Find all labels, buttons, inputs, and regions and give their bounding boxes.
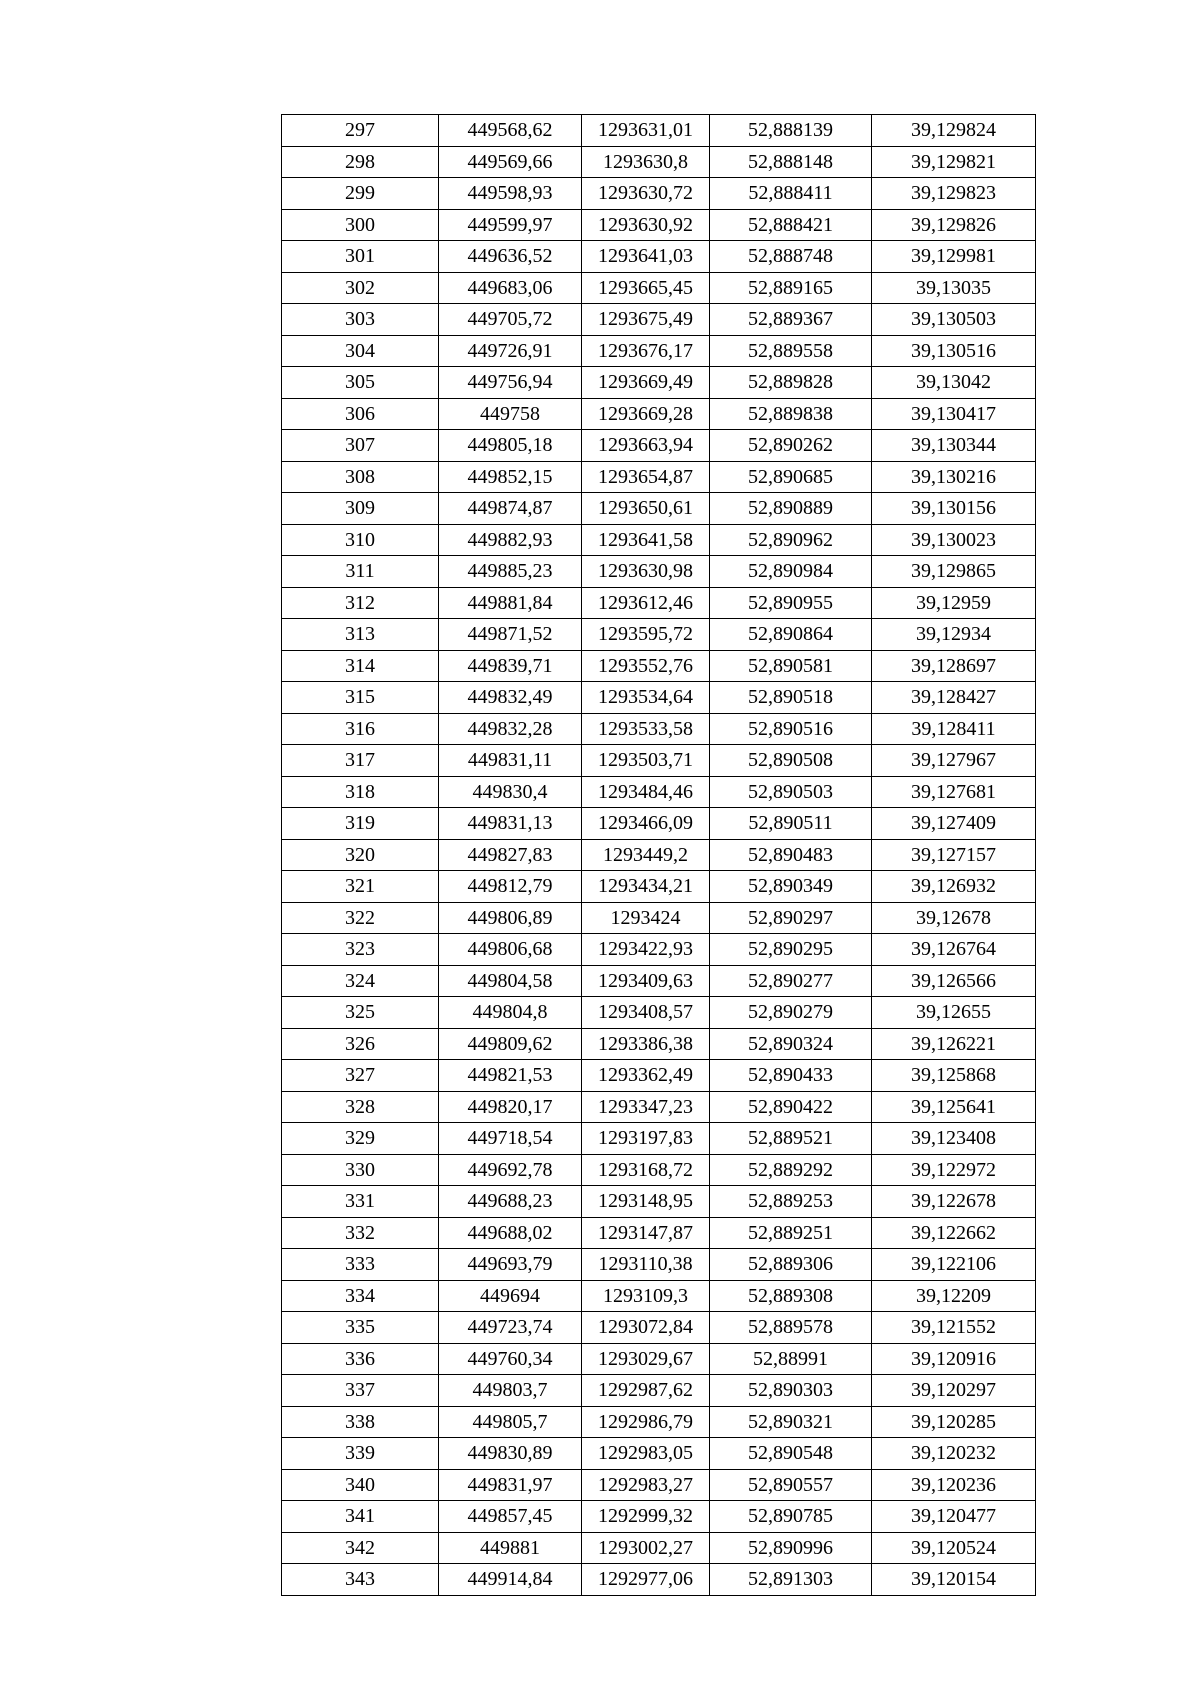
point-number-cell: 297 [282,115,439,147]
coordinates-table-body [282,115,1036,1596]
y-coordinate-cell: 1292983,05 [582,1438,710,1470]
latitude-cell: 52,890262 [710,430,872,462]
x-coordinate-cell: 449756,94 [439,367,582,399]
y-coordinate-cell: 1293434,21 [582,871,710,903]
point-number-cell: 302 [282,272,439,304]
table-row [282,745,1036,777]
x-coordinate-cell: 449803,7 [439,1375,582,1407]
latitude-cell: 52,890581 [710,650,872,682]
longitude-cell: 39,122662 [872,1217,1036,1249]
y-coordinate-cell: 1293663,94 [582,430,710,462]
y-coordinate-cell: 1293630,92 [582,209,710,241]
table-row [282,1249,1036,1281]
point-number-cell: 339 [282,1438,439,1470]
latitude-cell: 52,889367 [710,304,872,336]
latitude-cell: 52,890889 [710,493,872,525]
y-coordinate-cell: 1293675,49 [582,304,710,336]
latitude-cell: 52,891303 [710,1564,872,1596]
y-coordinate-cell: 1293669,49 [582,367,710,399]
longitude-cell: 39,130516 [872,335,1036,367]
y-coordinate-cell: 1292986,79 [582,1406,710,1438]
latitude-cell: 52,890518 [710,682,872,714]
point-number-cell: 326 [282,1028,439,1060]
latitude-cell: 52,890864 [710,619,872,651]
y-coordinate-cell: 1293595,72 [582,619,710,651]
y-coordinate-cell: 1293665,45 [582,272,710,304]
latitude-cell: 52,890349 [710,871,872,903]
longitude-cell: 39,120236 [872,1469,1036,1501]
longitude-cell: 39,130503 [872,304,1036,336]
latitude-cell: 52,890483 [710,839,872,871]
point-number-cell: 332 [282,1217,439,1249]
latitude-cell: 52,890297 [710,902,872,934]
latitude-cell: 52,890303 [710,1375,872,1407]
latitude-cell: 52,889578 [710,1312,872,1344]
table-row [282,1438,1036,1470]
longitude-cell: 39,130216 [872,461,1036,493]
y-coordinate-cell: 1292987,62 [582,1375,710,1407]
latitude-cell: 52,890508 [710,745,872,777]
table-row [282,524,1036,556]
x-coordinate-cell: 449568,62 [439,115,582,147]
y-coordinate-cell: 1293650,61 [582,493,710,525]
latitude-cell: 52,888411 [710,178,872,210]
table-row [282,241,1036,273]
x-coordinate-cell: 449882,93 [439,524,582,556]
table-row [282,209,1036,241]
x-coordinate-cell: 449874,87 [439,493,582,525]
longitude-cell: 39,120524 [872,1532,1036,1564]
longitude-cell: 39,120477 [872,1501,1036,1533]
x-coordinate-cell: 449688,02 [439,1217,582,1249]
longitude-cell: 39,130023 [872,524,1036,556]
latitude-cell: 52,890277 [710,965,872,997]
latitude-cell: 52,889292 [710,1154,872,1186]
longitude-cell: 39,12678 [872,902,1036,934]
coordinates-table [281,114,1036,1596]
longitude-cell: 39,122106 [872,1249,1036,1281]
latitude-cell: 52,88991 [710,1343,872,1375]
x-coordinate-cell: 449636,52 [439,241,582,273]
latitude-cell: 52,889306 [710,1249,872,1281]
x-coordinate-cell: 449758 [439,398,582,430]
point-number-cell: 325 [282,997,439,1029]
point-number-cell: 309 [282,493,439,525]
point-number-cell: 304 [282,335,439,367]
x-coordinate-cell: 449857,45 [439,1501,582,1533]
x-coordinate-cell: 449839,71 [439,650,582,682]
table-row [282,335,1036,367]
longitude-cell: 39,128411 [872,713,1036,745]
point-number-cell: 320 [282,839,439,871]
y-coordinate-cell: 1293612,46 [582,587,710,619]
longitude-cell: 39,120297 [872,1375,1036,1407]
point-number-cell: 318 [282,776,439,808]
longitude-cell: 39,129821 [872,146,1036,178]
longitude-cell: 39,13035 [872,272,1036,304]
latitude-cell: 52,890511 [710,808,872,840]
y-coordinate-cell: 1293168,72 [582,1154,710,1186]
point-number-cell: 311 [282,556,439,588]
x-coordinate-cell: 449852,15 [439,461,582,493]
x-coordinate-cell: 449705,72 [439,304,582,336]
point-number-cell: 303 [282,304,439,336]
y-coordinate-cell: 1293630,72 [582,178,710,210]
x-coordinate-cell: 449832,49 [439,682,582,714]
longitude-cell: 39,12934 [872,619,1036,651]
point-number-cell: 341 [282,1501,439,1533]
x-coordinate-cell: 449831,97 [439,1469,582,1501]
latitude-cell: 52,890685 [710,461,872,493]
table-row [282,1154,1036,1186]
table-row [282,1091,1036,1123]
x-coordinate-cell: 449821,53 [439,1060,582,1092]
x-coordinate-cell: 449683,06 [439,272,582,304]
x-coordinate-cell: 449760,34 [439,1343,582,1375]
y-coordinate-cell: 1293631,01 [582,115,710,147]
longitude-cell: 39,127409 [872,808,1036,840]
latitude-cell: 52,890996 [710,1532,872,1564]
x-coordinate-cell: 449805,18 [439,430,582,462]
point-number-cell: 338 [282,1406,439,1438]
y-coordinate-cell: 1293347,23 [582,1091,710,1123]
table-row [282,1532,1036,1564]
x-coordinate-cell: 449812,79 [439,871,582,903]
point-number-cell: 329 [282,1123,439,1155]
latitude-cell: 52,890962 [710,524,872,556]
y-coordinate-cell: 1293422,93 [582,934,710,966]
table-row [282,997,1036,1029]
x-coordinate-cell: 449598,93 [439,178,582,210]
point-number-cell: 305 [282,367,439,399]
point-number-cell: 316 [282,713,439,745]
longitude-cell: 39,130156 [872,493,1036,525]
table-row [282,934,1036,966]
x-coordinate-cell: 449804,58 [439,965,582,997]
table-row [282,461,1036,493]
latitude-cell: 52,890548 [710,1438,872,1470]
longitude-cell: 39,123408 [872,1123,1036,1155]
x-coordinate-cell: 449885,23 [439,556,582,588]
longitude-cell: 39,12655 [872,997,1036,1029]
y-coordinate-cell: 1293148,95 [582,1186,710,1218]
point-number-cell: 321 [282,871,439,903]
point-number-cell: 315 [282,682,439,714]
latitude-cell: 52,890295 [710,934,872,966]
longitude-cell: 39,126764 [872,934,1036,966]
point-number-cell: 334 [282,1280,439,1312]
latitude-cell: 52,890557 [710,1469,872,1501]
y-coordinate-cell: 1293386,38 [582,1028,710,1060]
table-row [282,1343,1036,1375]
point-number-cell: 300 [282,209,439,241]
y-coordinate-cell: 1293630,98 [582,556,710,588]
table-row [282,1186,1036,1218]
table-row [282,902,1036,934]
x-coordinate-cell: 449693,79 [439,1249,582,1281]
point-number-cell: 298 [282,146,439,178]
table-row [282,776,1036,808]
longitude-cell: 39,120916 [872,1343,1036,1375]
table-row [282,115,1036,147]
y-coordinate-cell: 1293002,27 [582,1532,710,1564]
y-coordinate-cell: 1293654,87 [582,461,710,493]
longitude-cell: 39,129826 [872,209,1036,241]
point-number-cell: 317 [282,745,439,777]
table-row [282,1028,1036,1060]
point-number-cell: 327 [282,1060,439,1092]
longitude-cell: 39,120232 [872,1438,1036,1470]
point-number-cell: 336 [282,1343,439,1375]
point-number-cell: 310 [282,524,439,556]
longitude-cell: 39,12959 [872,587,1036,619]
x-coordinate-cell: 449881 [439,1532,582,1564]
x-coordinate-cell: 449827,83 [439,839,582,871]
latitude-cell: 52,888148 [710,146,872,178]
x-coordinate-cell: 449914,84 [439,1564,582,1596]
point-number-cell: 306 [282,398,439,430]
longitude-cell: 39,122678 [872,1186,1036,1218]
longitude-cell: 39,129824 [872,115,1036,147]
y-coordinate-cell: 1293409,63 [582,965,710,997]
longitude-cell: 39,129865 [872,556,1036,588]
x-coordinate-cell: 449569,66 [439,146,582,178]
longitude-cell: 39,130344 [872,430,1036,462]
table-row [282,1123,1036,1155]
latitude-cell: 52,889165 [710,272,872,304]
y-coordinate-cell: 1293424 [582,902,710,934]
y-coordinate-cell: 1292999,32 [582,1501,710,1533]
table-row [282,398,1036,430]
table-row [282,1469,1036,1501]
latitude-cell: 52,890516 [710,713,872,745]
table-row [282,808,1036,840]
y-coordinate-cell: 1293676,17 [582,335,710,367]
x-coordinate-cell: 449805,7 [439,1406,582,1438]
latitude-cell: 52,889828 [710,367,872,399]
x-coordinate-cell: 449832,28 [439,713,582,745]
x-coordinate-cell: 449688,23 [439,1186,582,1218]
y-coordinate-cell: 1293641,58 [582,524,710,556]
longitude-cell: 39,127681 [872,776,1036,808]
y-coordinate-cell: 1293534,64 [582,682,710,714]
y-coordinate-cell: 1293466,09 [582,808,710,840]
x-coordinate-cell: 449692,78 [439,1154,582,1186]
point-number-cell: 335 [282,1312,439,1344]
latitude-cell: 52,889838 [710,398,872,430]
point-number-cell: 323 [282,934,439,966]
table-row [282,1375,1036,1407]
latitude-cell: 52,890955 [710,587,872,619]
y-coordinate-cell: 1293147,87 [582,1217,710,1249]
point-number-cell: 308 [282,461,439,493]
table-row [282,682,1036,714]
y-coordinate-cell: 1293533,58 [582,713,710,745]
table-row [282,1501,1036,1533]
latitude-cell: 52,890321 [710,1406,872,1438]
longitude-cell: 39,129981 [872,241,1036,273]
y-coordinate-cell: 1293362,49 [582,1060,710,1092]
y-coordinate-cell: 1293630,8 [582,146,710,178]
point-number-cell: 322 [282,902,439,934]
x-coordinate-cell: 449831,13 [439,808,582,840]
longitude-cell: 39,128697 [872,650,1036,682]
latitude-cell: 52,888139 [710,115,872,147]
longitude-cell: 39,12209 [872,1280,1036,1312]
point-number-cell: 299 [282,178,439,210]
table-row [282,146,1036,178]
y-coordinate-cell: 1293197,83 [582,1123,710,1155]
point-number-cell: 342 [282,1532,439,1564]
longitude-cell: 39,128427 [872,682,1036,714]
table-row [282,430,1036,462]
table-row [282,1406,1036,1438]
table-row [282,272,1036,304]
table-row [282,304,1036,336]
x-coordinate-cell: 449871,52 [439,619,582,651]
latitude-cell: 52,890433 [710,1060,872,1092]
table-row [282,650,1036,682]
table-row [282,1564,1036,1596]
latitude-cell: 52,890785 [710,1501,872,1533]
latitude-cell: 52,889251 [710,1217,872,1249]
y-coordinate-cell: 1293484,46 [582,776,710,808]
point-number-cell: 331 [282,1186,439,1218]
y-coordinate-cell: 1292983,27 [582,1469,710,1501]
x-coordinate-cell: 449718,54 [439,1123,582,1155]
y-coordinate-cell: 1292977,06 [582,1564,710,1596]
table-row [282,587,1036,619]
y-coordinate-cell: 1293552,76 [582,650,710,682]
x-coordinate-cell: 449694 [439,1280,582,1312]
table-row [282,965,1036,997]
point-number-cell: 337 [282,1375,439,1407]
longitude-cell: 39,125868 [872,1060,1036,1092]
point-number-cell: 324 [282,965,439,997]
point-number-cell: 314 [282,650,439,682]
x-coordinate-cell: 449726,91 [439,335,582,367]
y-coordinate-cell: 1293109,3 [582,1280,710,1312]
table-row [282,1060,1036,1092]
point-number-cell: 301 [282,241,439,273]
x-coordinate-cell: 449806,68 [439,934,582,966]
longitude-cell: 39,126221 [872,1028,1036,1060]
point-number-cell: 333 [282,1249,439,1281]
longitude-cell: 39,13042 [872,367,1036,399]
x-coordinate-cell: 449831,11 [439,745,582,777]
y-coordinate-cell: 1293669,28 [582,398,710,430]
y-coordinate-cell: 1293029,67 [582,1343,710,1375]
longitude-cell: 39,126566 [872,965,1036,997]
latitude-cell: 52,889558 [710,335,872,367]
y-coordinate-cell: 1293110,38 [582,1249,710,1281]
x-coordinate-cell: 449723,74 [439,1312,582,1344]
point-number-cell: 313 [282,619,439,651]
x-coordinate-cell: 449804,8 [439,997,582,1029]
latitude-cell: 52,888748 [710,241,872,273]
latitude-cell: 52,889308 [710,1280,872,1312]
y-coordinate-cell: 1293503,71 [582,745,710,777]
x-coordinate-cell: 449830,4 [439,776,582,808]
latitude-cell: 52,890984 [710,556,872,588]
longitude-cell: 39,129823 [872,178,1036,210]
y-coordinate-cell: 1293449,2 [582,839,710,871]
point-number-cell: 312 [282,587,439,619]
point-number-cell: 307 [282,430,439,462]
x-coordinate-cell: 449599,97 [439,209,582,241]
table-row [282,619,1036,651]
longitude-cell: 39,122972 [872,1154,1036,1186]
table-row [282,1217,1036,1249]
longitude-cell: 39,120154 [872,1564,1036,1596]
y-coordinate-cell: 1293641,03 [582,241,710,273]
point-number-cell: 343 [282,1564,439,1596]
latitude-cell: 52,890503 [710,776,872,808]
table-row [282,1312,1036,1344]
point-number-cell: 340 [282,1469,439,1501]
table-row [282,178,1036,210]
longitude-cell: 39,126932 [872,871,1036,903]
point-number-cell: 319 [282,808,439,840]
table-row [282,493,1036,525]
table-row [282,367,1036,399]
table-row [282,1280,1036,1312]
latitude-cell: 52,890422 [710,1091,872,1123]
longitude-cell: 39,127967 [872,745,1036,777]
longitude-cell: 39,125641 [872,1091,1036,1123]
point-number-cell: 328 [282,1091,439,1123]
longitude-cell: 39,130417 [872,398,1036,430]
y-coordinate-cell: 1293072,84 [582,1312,710,1344]
table-row [282,556,1036,588]
x-coordinate-cell: 449809,62 [439,1028,582,1060]
longitude-cell: 39,127157 [872,839,1036,871]
table-row [282,871,1036,903]
x-coordinate-cell: 449881,84 [439,587,582,619]
longitude-cell: 39,120285 [872,1406,1036,1438]
x-coordinate-cell: 449820,17 [439,1091,582,1123]
latitude-cell: 52,889253 [710,1186,872,1218]
table-row [282,839,1036,871]
x-coordinate-cell: 449806,89 [439,902,582,934]
latitude-cell: 52,890279 [710,997,872,1029]
latitude-cell: 52,890324 [710,1028,872,1060]
y-coordinate-cell: 1293408,57 [582,997,710,1029]
longitude-cell: 39,121552 [872,1312,1036,1344]
x-coordinate-cell: 449830,89 [439,1438,582,1470]
point-number-cell: 330 [282,1154,439,1186]
latitude-cell: 52,888421 [710,209,872,241]
table-row [282,713,1036,745]
latitude-cell: 52,889521 [710,1123,872,1155]
